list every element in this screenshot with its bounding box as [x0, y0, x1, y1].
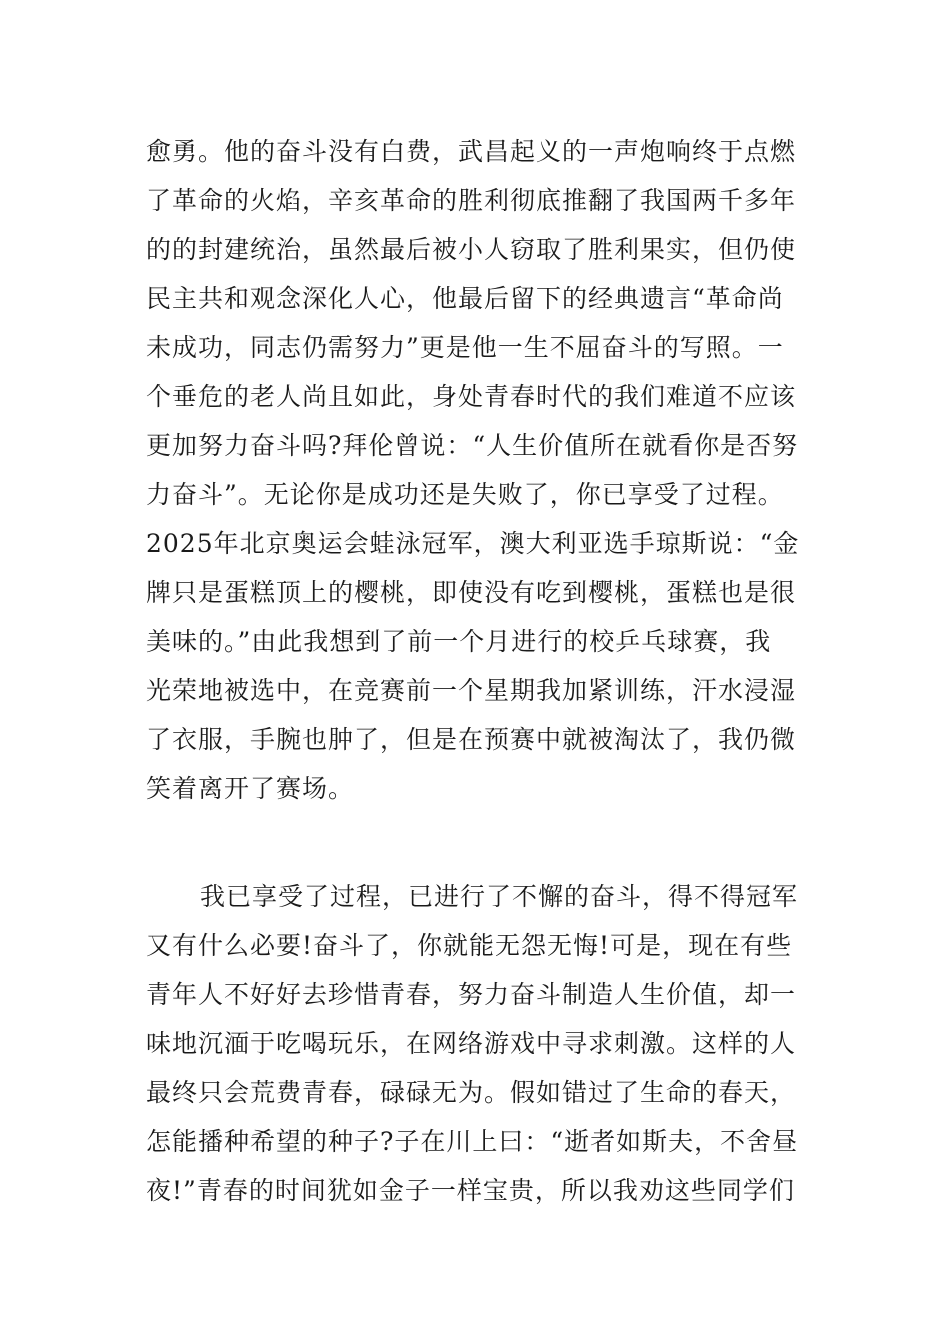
paragraph-2-line: 最终只会荒费青春，碌碌无为。假如错过了生命的春天，: [146, 1078, 797, 1107]
paragraph-1: [146, 127, 826, 813]
paragraph-2: [146, 872, 826, 1215]
paragraph-1-line: 民主共和观念深化人心，他最后留下的经典遗言“革命尚: [146, 284, 784, 313]
paragraph-1-line: 光荣地被选中，在竞赛前一个星期我加紧训练，汗水浸湿: [146, 676, 797, 705]
paragraph-2-line: 夜!”青春的时间犹如金子一样宝贵，所以我劝这些同学们: [146, 1176, 795, 1205]
paragraph-1-line: 美味的。”由此我想到了前一个月进行的校乒乓球赛，我: [146, 627, 772, 656]
paragraph-1-line: 2025年北京奥运会蛙泳冠军，澳大利亚选手琼斯说：“金: [146, 529, 800, 558]
paragraph-1-line: 未成功，同志仍需努力”更是他一生不屈奋斗的写照。一: [146, 333, 784, 362]
paragraph-1-line: 更加努力奋斗吗?拜伦曾说：“人生价值所在就看你是否努: [146, 431, 799, 460]
paragraph-1-line: 了衣服，手腕也肿了，但是在预赛中就被淘汰了，我仍微: [146, 725, 797, 754]
paragraph-1-line: 了革命的火焰，辛亥革命的胜利彻底推翻了我国两千多年: [146, 186, 797, 215]
paragraph-2-line: 青年人不好好去珍惜青春，努力奋斗制造人生价值，却一: [146, 980, 797, 1009]
paragraph-2-line: 味地沉湎于吃喝玩乐，在网络游戏中寻求刺激。这样的人: [146, 1029, 797, 1058]
paragraph-2-line: 我已享受了过程，已进行了不懈的奋斗，得不得冠军: [200, 882, 799, 911]
paragraph-1-line: 的的封建统治，虽然最后被小人窃取了胜利果实，但仍使: [146, 235, 797, 264]
paragraph-2-line: 又有什么必要!奋斗了，你就能无怨无悔!可是，现在有些: [146, 931, 793, 960]
paragraph-1-line: 个垂危的老人尚且如此，身处青春时代的我们难道不应该: [146, 382, 797, 411]
paragraph-2-line: 怎能播种希望的种子?子在川上曰：“逝者如斯夫，不舍昼: [146, 1127, 799, 1156]
paragraph-1-line: 力奋斗”。无论你是成功还是失败了，你已享受了过程。: [146, 480, 784, 509]
paragraph-1-line: 牌只是蛋糕顶上的樱桃，即使没有吃到樱桃，蛋糕也是很: [146, 578, 797, 607]
paragraph-1-line: 愈勇。他的奋斗没有白费，武昌起义的一声炮响终于点燃: [146, 137, 797, 166]
paragraph-1-line: 笑着离开了赛场。: [146, 774, 355, 803]
